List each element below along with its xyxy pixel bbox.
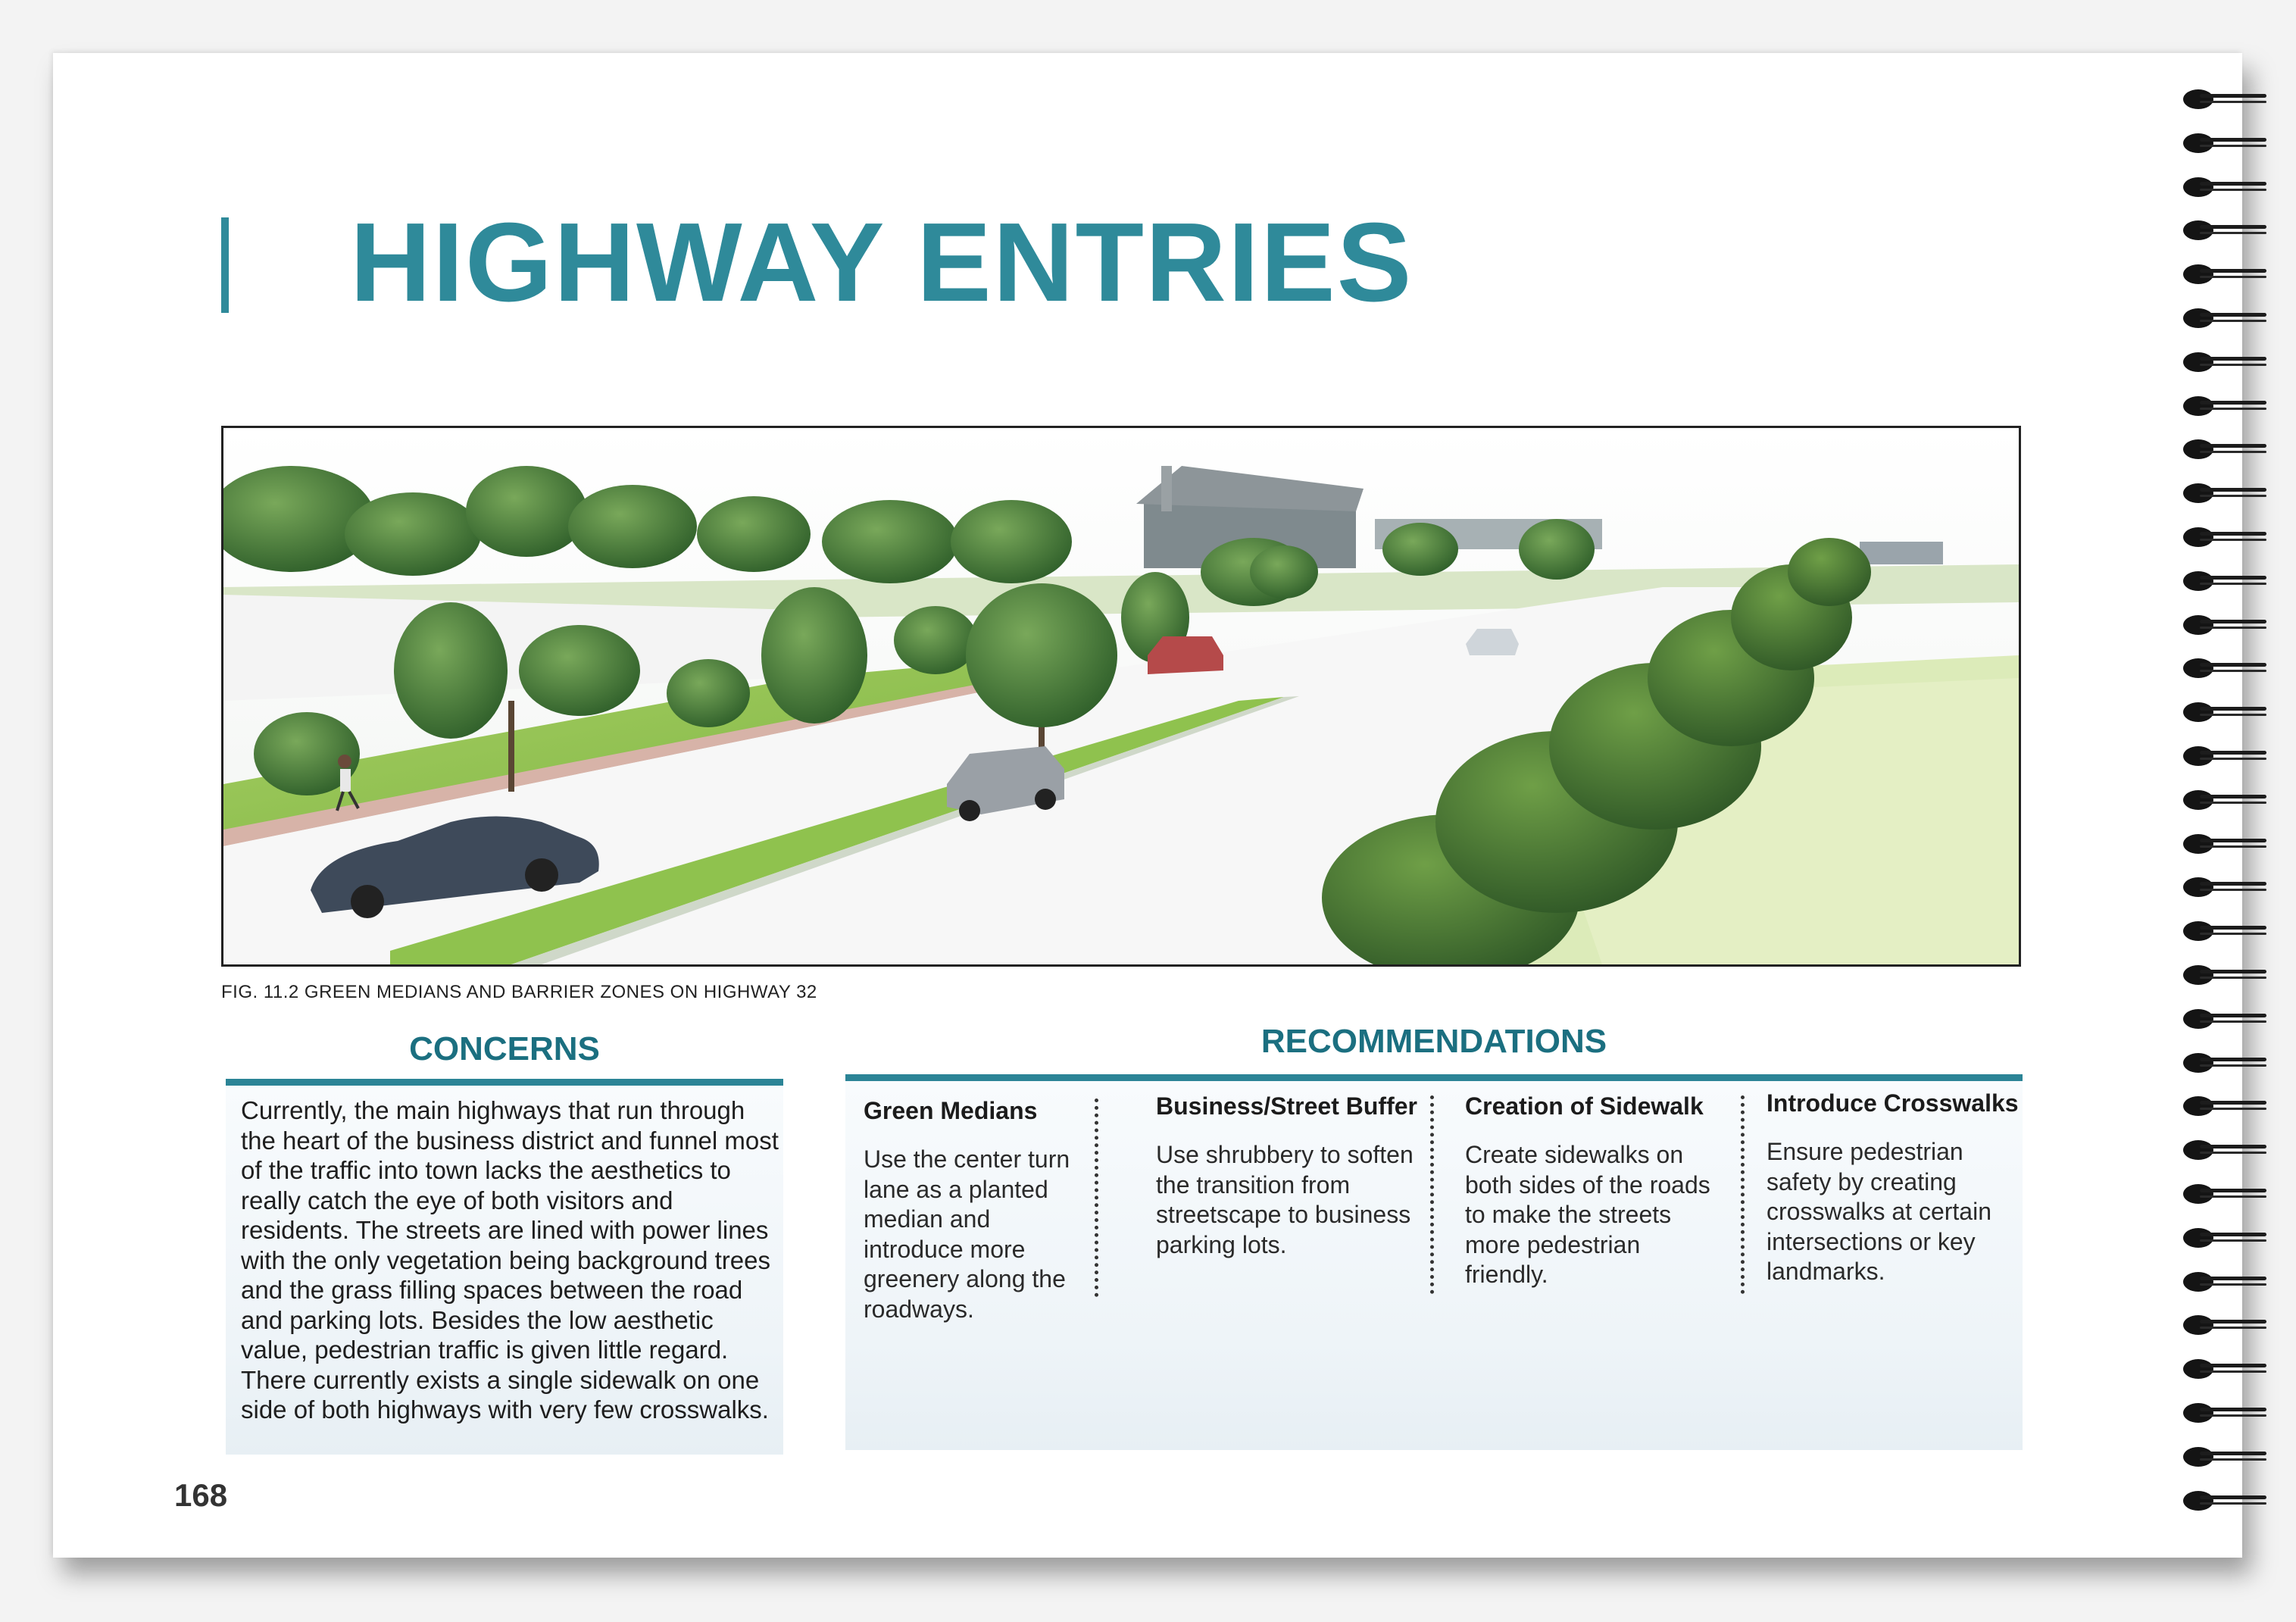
spiral-coil: [2183, 177, 2266, 198]
recommendation-title: Creation of Sidewalk: [1465, 1092, 1704, 1120]
spiral-coil: [2183, 1403, 2266, 1424]
column-divider: [1095, 1099, 1098, 1297]
recommendation-green-medians: [864, 1097, 1121, 1324]
highway-rendering-figure: [221, 426, 2021, 967]
figure-caption: FIG. 11.2 GREEN MEDIANS AND BARRIER ZONES ON HIGHWAY 32: [221, 982, 817, 1002]
column-divider: [1741, 1095, 1745, 1294]
recommendation-title: Introduce Crosswalks: [1767, 1089, 2019, 1117]
spiral-coil: [2183, 308, 2266, 330]
page-number: 168: [174, 1477, 228, 1513]
spiral-coil: [2183, 1359, 2266, 1380]
recommendation-text: Use shrubbery to soften the transition from streetscape to business parking lots.: [1156, 1141, 1414, 1258]
spiral-coil: [2183, 571, 2266, 592]
spiral-coil: [2183, 965, 2266, 986]
spiral-coil: [2183, 483, 2266, 505]
spiral-coil: [2183, 702, 2266, 723]
spiral-coil: [2183, 352, 2266, 373]
highway-illustration: [223, 428, 2019, 964]
spiral-coil: [2183, 746, 2266, 767]
spiral-coil: [2183, 921, 2266, 942]
recommendations-rule: [845, 1074, 2023, 1081]
title-accent-bar: [221, 217, 229, 313]
spiral-coil: [2183, 1140, 2266, 1161]
recommendation-introduce-crosswalks: [1767, 1089, 2024, 1287]
spiral-coil: [2183, 264, 2266, 286]
page-title: HIGHWAY ENTRIES: [350, 200, 1414, 325]
recommendation-title: Green Medians: [864, 1097, 1038, 1124]
spiral-coil: [2183, 1053, 2266, 1074]
concerns-text: Currently, the main highways that run through the heart of the business district and funnel most of the traffic into town lacks the aesthetics to really catch the eye of both visitors and residents. The streets are lined with power lines with the only vegetation being background trees and the grass filling spaces between the road and parking lots. Besides the low aesthetic value, pedestrian traffic is given little regard. There currently exists a single sidewalk on one side of both highways with very few crosswalks.: [241, 1096, 779, 1424]
spiral-coil: [2183, 1228, 2266, 1249]
recommendation-text: Use the center turn lane as a planted median and introduce more greenery along the roadways.: [864, 1145, 1070, 1323]
spiral-coil: [2183, 1315, 2266, 1336]
spiral-coil: [2183, 89, 2266, 111]
recommendation-title: Business/Street Buffer: [1156, 1092, 1417, 1120]
spiral-coil: [2183, 1447, 2266, 1468]
spiral-coil: [2183, 615, 2266, 636]
spiral-coil: [2183, 527, 2266, 548]
spiral-coil: [2183, 790, 2266, 811]
concerns-heading: CONCERNS: [409, 1030, 600, 1067]
recommendation-creation-of-sidewalk: [1465, 1092, 1723, 1290]
spiral-coil: [2183, 1272, 2266, 1293]
column-divider: [1430, 1095, 1434, 1294]
spiral-coil: [2183, 834, 2266, 855]
spiral-coil: [2183, 658, 2266, 680]
recommendation-text: Create sidewalks on both sides of the roads to make the streets more pedestrian friendly.: [1465, 1141, 1710, 1288]
spiral-coil: [2183, 1491, 2266, 1512]
spiral-coil: [2183, 877, 2266, 899]
car-pickup: [1148, 636, 1223, 674]
spiral-coil: [2183, 1184, 2266, 1205]
spiral-coil: [2183, 439, 2266, 461]
spiral-coil: [2183, 133, 2266, 155]
recommendation-text: Ensure pedestrian safety by creating crosswalks at certain intersections or key landmarks.: [1767, 1138, 1991, 1285]
spiral-coil: [2183, 396, 2266, 417]
recommendations-heading: RECOMMENDATIONS: [1260, 1023, 1607, 1060]
spiral-coil: [2183, 1096, 2266, 1117]
recommendation-business-street-buffer: [1156, 1092, 1417, 1260]
spiral-coil: [2183, 1009, 2266, 1030]
spiral-binding: [2183, 89, 2282, 1529]
concerns-rule: [226, 1079, 783, 1086]
spiral-coil: [2183, 220, 2266, 242]
